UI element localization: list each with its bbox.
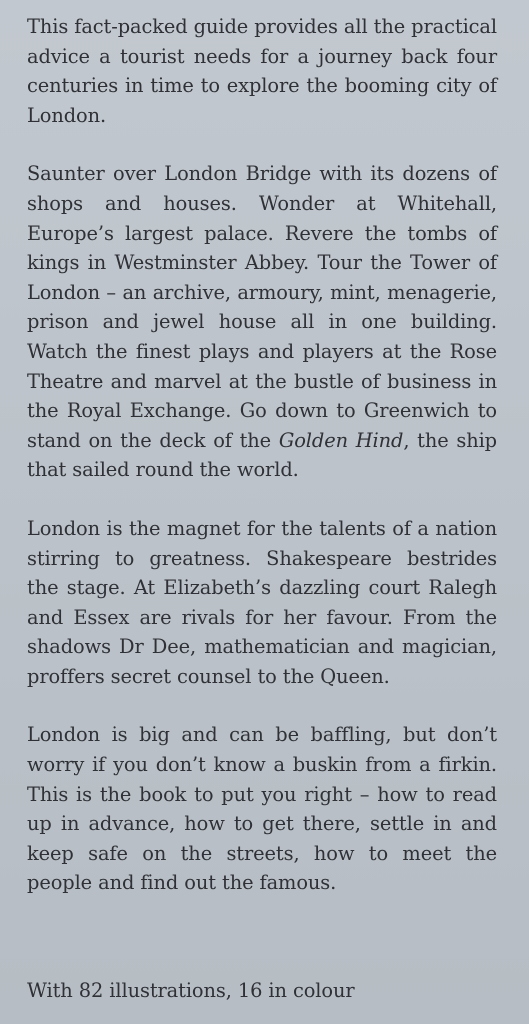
blurb-paragraph-practical: London is big and can be baffling, but don’t worry if you don’t know a buskin from a firkin. This is the book to put you right – how to read up in advance, how to get there, settle in and keep safe on the streets, how to meet the people and find out the famous. [27,723,497,895]
blurb-paragraph-sights-text-start: Saunter over London Bridge with its dozens of shops and houses. Wonder at Whitehall, Europe’s largest palace. Revere the tombs of kings in Westminster Abbey. Tour the Tower of London – an archive, armoury, mint, menagerie, prison and jewel house all in one building. Watch the finest plays and players at the Rose Theatre and marvel at the bustle of business in the Royal Exchange. Go down to Greenwich to stand on the deck of the [27,162,497,452]
blurb-paragraph-people: London is the magnet for the talents of a nation stirring to greatness. Shakespeare bestrides the stage. At Elizabeth’s dazzling court Ralegh and Essex are rivals for her favour. From the shadows Dr Dee, mathematician and magician, proffers secret counsel to the Queen. [27,516,497,688]
blurb-paragraph-sights-text-end: , the ship that sailed round the world. [27,428,497,482]
illustrations-note: With 82 illustrations, 16 in colour [27,979,355,1002]
blurb-paragraph-sights [27,159,497,485]
blurb-paragraph-intro: This fact-packed guide provides all the practical advice a tourist needs for a journey back four centuries in time to explore the booming city of London. [27,15,497,127]
ship-name-golden-hind: Golden Hind [278,428,404,452]
